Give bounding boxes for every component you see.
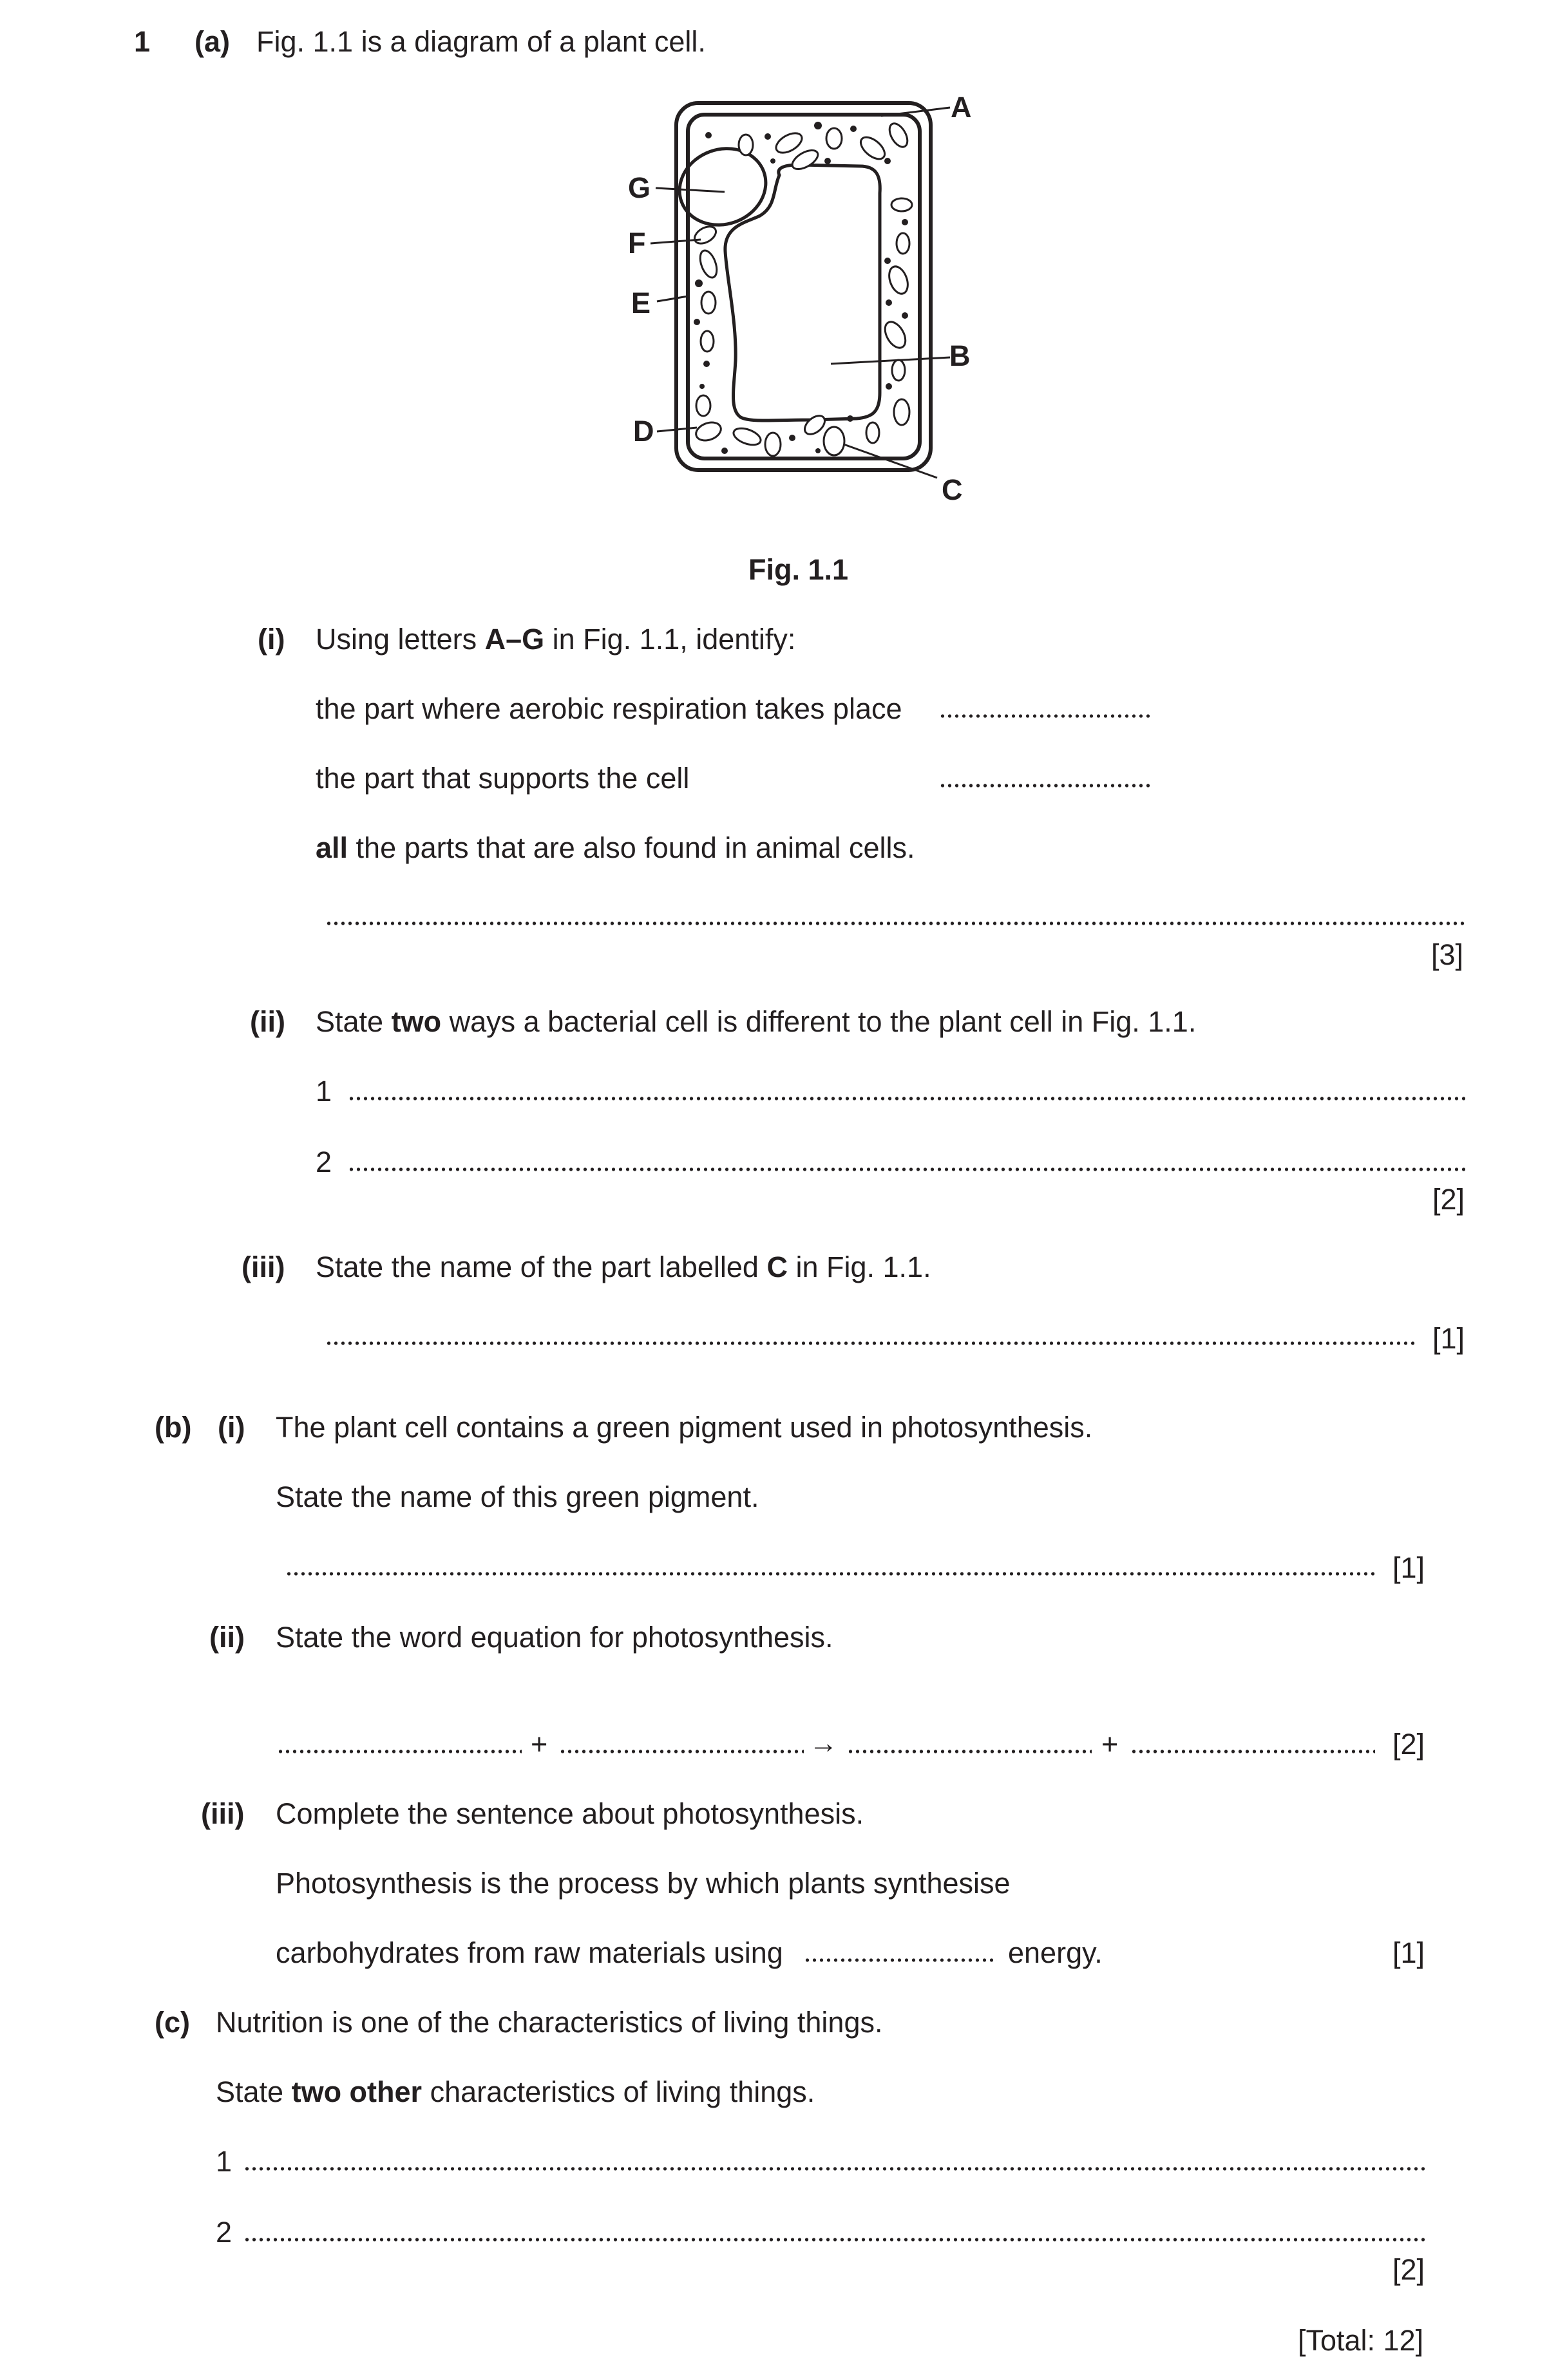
equation-plus-1: + [531, 1728, 548, 1761]
part-b-i-label: (i) [218, 1411, 245, 1444]
total-marks: [Total: 12] [1298, 2324, 1424, 2357]
part-a-ii-stem: State two ways a bacterial cell is different to the plant cell in Fig. 1.1. [316, 1005, 1197, 1038]
part-c-stem2: State two other characteristics of living things. [216, 2075, 815, 2108]
label-G: G [628, 171, 651, 204]
marks-b-i: [1] [1392, 1551, 1425, 1584]
marks-a-i: [3] [1431, 938, 1464, 971]
figure-caption: Fig. 1.1 [748, 553, 849, 586]
respiration-prompt: the part where aerobic respiration takes place [316, 692, 902, 725]
respiration-answer-line[interactable] [939, 713, 1152, 719]
marks-a-iii: [1] [1432, 1322, 1465, 1355]
part-b-i-stem2: State the name of this green pigment. [276, 1480, 759, 1513]
label-F: F [628, 227, 646, 260]
marks-b-ii: [2] [1392, 1728, 1425, 1761]
equation-product-2-line[interactable] [1130, 1749, 1375, 1754]
equation-product-1-line[interactable] [847, 1749, 1092, 1754]
characteristic-answer-line-2[interactable] [243, 2237, 1425, 2242]
part-a-ii-label: (ii) [250, 1005, 285, 1038]
bacterial-diff-answer-line-1[interactable] [348, 1096, 1465, 1101]
bacterial-diff-answer-line-2[interactable] [348, 1167, 1465, 1172]
part-b-ii-stem: State the word equation for photosynthesis. [276, 1621, 833, 1654]
part-a-intro: Fig. 1.1 is a diagram of a plant cell. [256, 25, 706, 58]
label-A: A [951, 91, 972, 124]
part-b-i-stem: The plant cell contains a green pigment used in photosynthesis. [276, 1411, 1093, 1444]
equation-arrow: → [809, 1726, 838, 1759]
energy-answer-line[interactable] [804, 1958, 997, 1963]
sentence-line-1: Photosynthesis is the process by which plants synthesise [276, 1867, 1011, 1900]
part-c-name-answer-line[interactable] [325, 1341, 1417, 1346]
label-D: D [633, 415, 654, 448]
green-pigment-answer-line[interactable] [285, 1571, 1377, 1576]
characteristic-number-2: 2 [216, 2216, 233, 2249]
part-b-iii-label: (iii) [201, 1797, 245, 1830]
label-C: C [942, 473, 963, 506]
part-a-i-label: (i) [258, 623, 285, 656]
marks-a-ii: [2] [1432, 1183, 1465, 1216]
characteristic-number-1: 1 [216, 2145, 233, 2178]
equation-plus-2: + [1101, 1728, 1119, 1761]
equation-reactant-2-line[interactable] [559, 1749, 804, 1754]
part-a-i-stem: Using letters A–G in Fig. 1.1, identify: [316, 623, 796, 656]
marks-c: [2] [1392, 2253, 1425, 2286]
part-a-iii-stem: State the name of the part labelled C in Fig. 1.1. [316, 1251, 931, 1283]
support-prompt: the part that supports the cell [316, 762, 690, 795]
label-E: E [631, 287, 651, 319]
question-number: 1 [134, 25, 151, 58]
support-answer-line[interactable] [939, 783, 1152, 788]
characteristic-answer-line-1[interactable] [243, 2166, 1425, 2171]
equation-reactant-1-line[interactable] [277, 1749, 522, 1754]
part-c-label: (c) [155, 2006, 190, 2039]
sentence-line-2-start: carbohydrates from raw materials using [276, 1936, 783, 1969]
part-a-label: (a) [195, 25, 230, 58]
label-B: B [949, 339, 971, 372]
part-b-label: (b) [155, 1411, 192, 1444]
sentence-line-2-end: energy. [1008, 1936, 1103, 1969]
animal-parts-answer-line[interactable] [325, 921, 1465, 926]
bacterial-diff-number-2: 2 [316, 1146, 332, 1178]
part-b-iii-stem: Complete the sentence about photosynthesis. [276, 1797, 864, 1830]
animal-parts-prompt: all the parts that are also found in animal cells. [316, 831, 915, 864]
part-a-iii-label: (iii) [242, 1251, 285, 1283]
plant-cell-diagram [0, 0, 1558, 515]
part-b-ii-label: (ii) [209, 1621, 245, 1654]
marks-b-iii: [1] [1392, 1936, 1425, 1969]
part-c-stem: Nutrition is one of the characteristics of living things. [216, 2006, 883, 2039]
bacterial-diff-number-1: 1 [316, 1075, 332, 1108]
